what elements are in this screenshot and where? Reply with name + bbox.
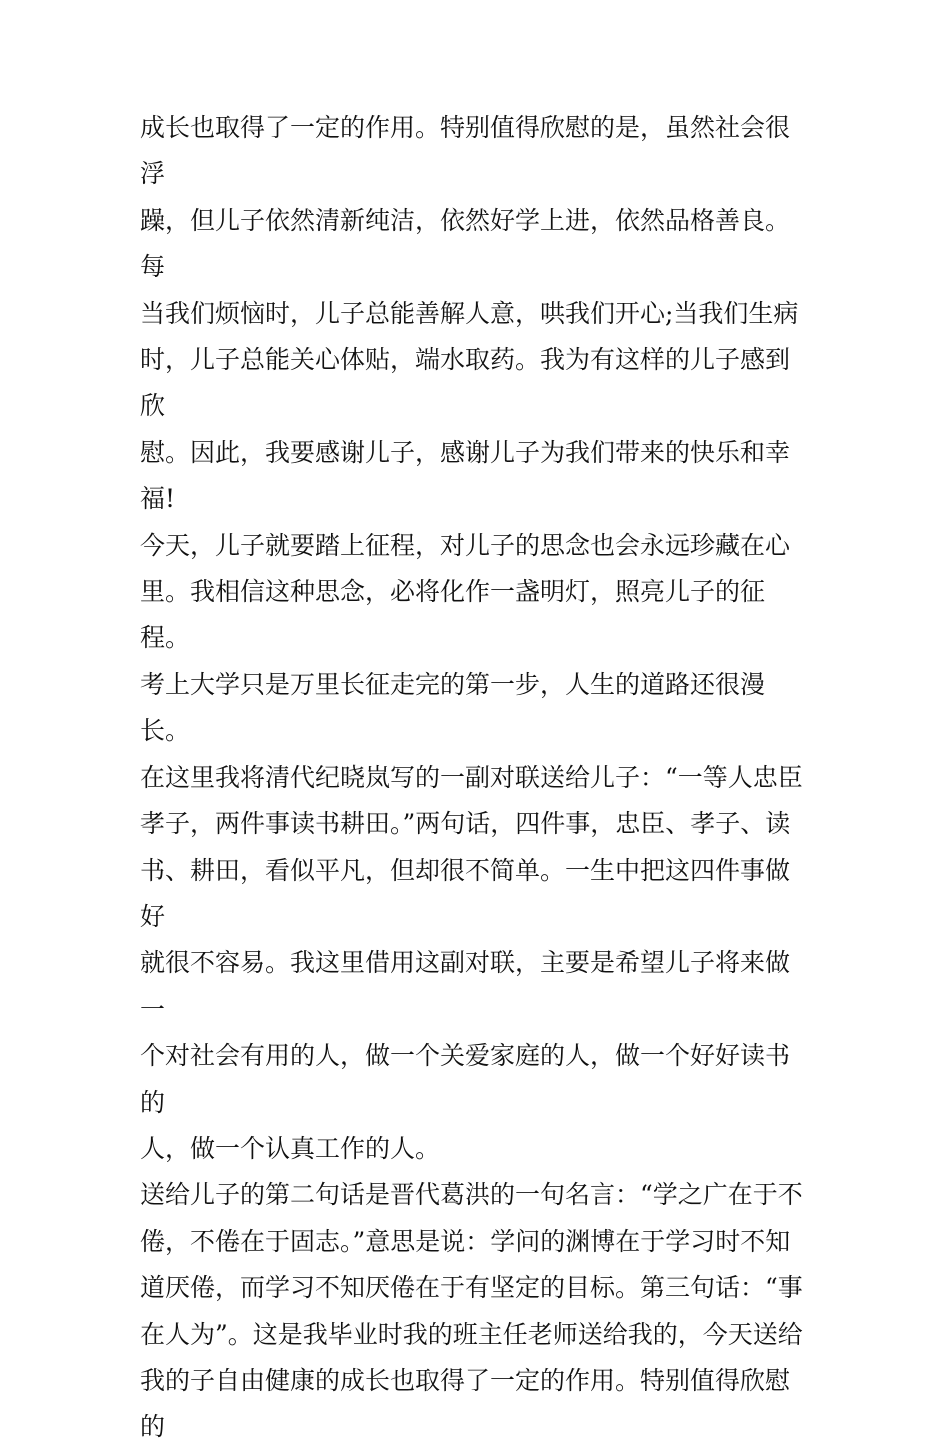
paragraph-2: 今天，儿子就要踏上征程，对儿子的思念也会永远珍藏在心 里。我相信这种思念，必将化作一盏明灯，照亮儿子的征程。 考上大学只是万里长征走完的第一步，人生的道路还很漫长。 在这里我将清代纪晓岚写的一副对联送给儿子：“一等人忠臣 孝子，两件事读书耕田。”两句话，四件事，忠臣、孝子、读 书、耕田，看似平凡，但却很不简单。一生中把这四件事做好 就很不容易。我这里借用这副对联，主要是希望儿子将来做一 个对社会有用的人，做一个关爱家庭的人，做一个好好读书的 人，做一个认真工作的人。: [140, 530, 803, 1163]
paragraph-1: 成长也取得了一定的作用。特别值得欣慰的是，虽然社会很浮 躁，但儿子依然清新纯洁，依然好学上进，依然品格善良。每 当我们烦恼时，儿子总能善解人意，哄我们开心;当我们生病 时，儿子总能关心体贴，端水取药。我为有这样的儿子感到欣 慰。因此，我要感谢儿子，感谢儿子为我们带来的快乐和幸 福!: [140, 113, 799, 514]
paragraph-3: 送给儿子的第二句话是晋代葛洪的一句名言：“学之广在于不 倦，不倦在于固志。”意思是说：学问的渊博在于学习时不知 道厌倦，而学习不知厌倦在于有坚定的目标。第三句话：“事 在人为”。这是我毕业时我的班主任老师送给我的，今天送给 我的子自由健康的成长也取得了一定的作用。特别值得欣慰的: [140, 1180, 803, 1442]
document-body: [140, 105, 812, 1451]
